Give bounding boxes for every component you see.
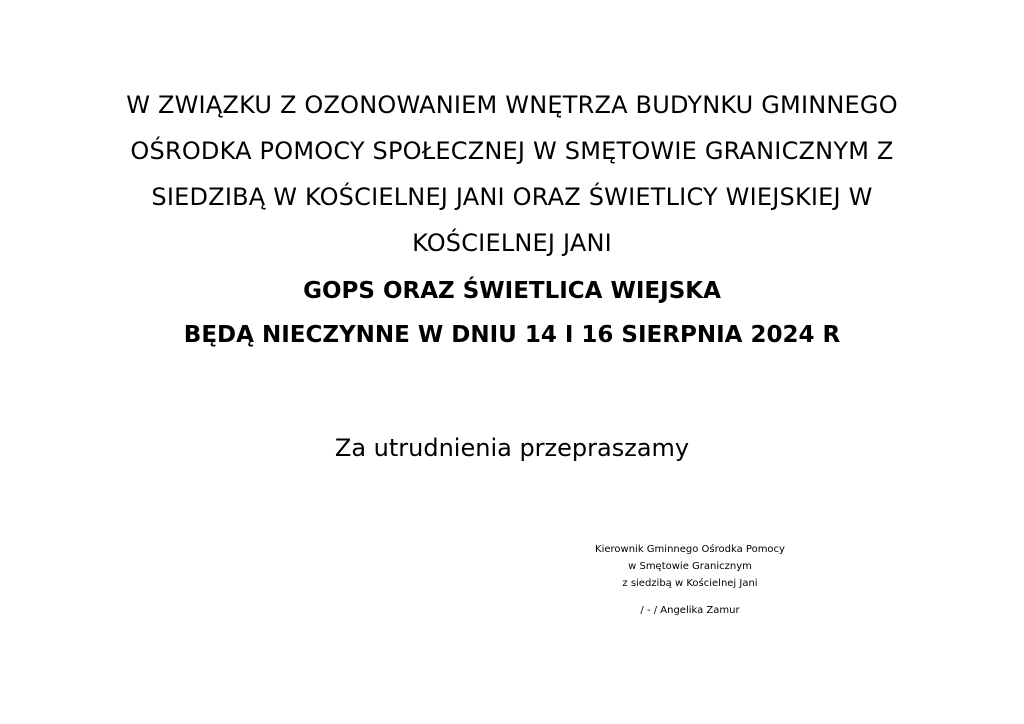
notice-headline-closed-places: GOPS ORAZ ŚWIETLICA WIEJSKA (303, 278, 721, 304)
signature-title-line-2: w Smętowie Granicznym (628, 561, 752, 572)
signature-title-line-1: Kierownik Gminnego Ośrodka Pomocy (595, 544, 785, 555)
signature-name: / - / Angelika Zamur (640, 605, 740, 616)
notice-headline-closure-dates: BĘDĄ NIECZYNNE W DNIU 14 I 16 SIERPNIA 2024 R (183, 322, 841, 348)
signature-title-line-3: z siedzibą w Kościelnej Jani (622, 578, 758, 589)
notice-intro: W ZWIĄZKU Z OZONOWANIEM WNĘTRZA BUDYNKU GMINNEGO OŚRODKA POMOCY SPOŁECZNEJ W SMĘTOWIE GRANICZNYM Z SIEDZIBĄ W KOŚCIELNEJ JANI ORAZ ŚWIETLICY WIEJSKIEJ W KOŚCIELNEJ JANI (126, 91, 898, 257)
signature-block (570, 541, 810, 592)
notice-apology: Za utrudnienia przepraszamy (334, 434, 690, 462)
